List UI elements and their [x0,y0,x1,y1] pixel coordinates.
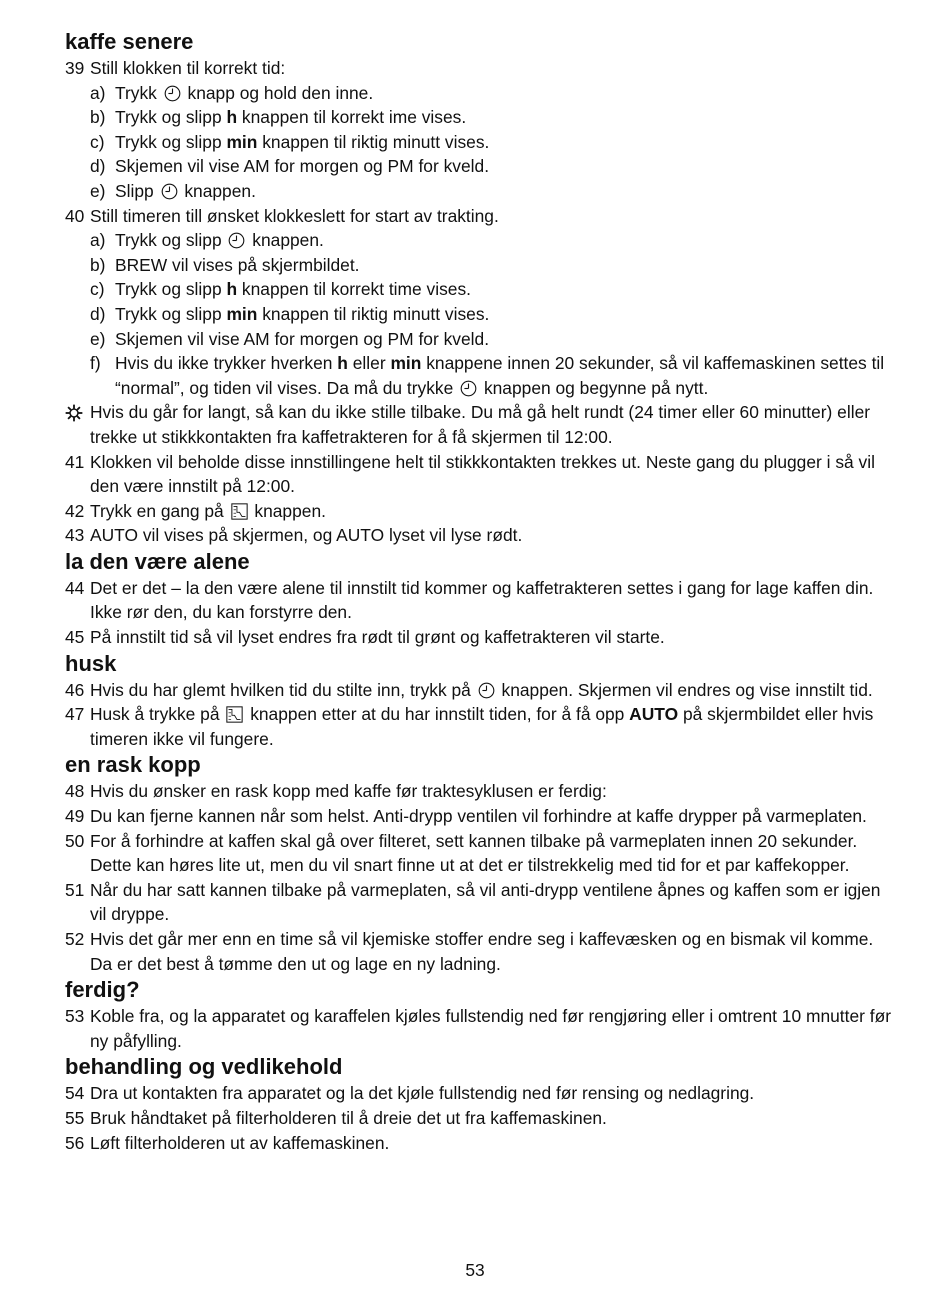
step-item [65,702,895,751]
step-item [65,450,895,499]
text-run: Når du har satt kannen tilbake på varmeplaten, så vil anti-drypp ventilene åpnes og kaffen som er igjen vil dryppe. [90,879,881,925]
step-number: 39 [65,58,85,78]
sub-step-item [65,277,895,302]
step-number: 46 [65,679,85,700]
clock-icon [228,232,245,249]
bold-term: min [390,353,422,374]
sub-step-letter: d) [90,156,106,177]
text-run: eller [347,353,391,374]
text-run: Slipp [115,180,159,201]
step-text: Still klokken til korrekt tid: [90,58,286,78]
step-number: 40 [65,205,85,226]
bold-term: h [337,353,348,374]
sub-step-letter: b) [90,107,106,128]
text-run: Løft filterholderen ut av kaffemaskinen. [90,1132,390,1153]
text-run: knapp og hold den inne. [182,82,374,103]
step-number: 45 [65,627,85,648]
step-number: 47 [65,704,85,725]
text-run: Det er det – la den være alene til innstilt tid kommer og kaffetrakteren settes i gang for lage kaffen din. Ikke rør den, du kan forstyrre den. [90,577,874,623]
step-number: 43 [65,525,85,546]
tip-note [65,400,895,449]
sub-step-item [65,130,895,155]
text-run: BREW vil vises på skjermbildet. [115,254,360,275]
text-run: knappen. [249,500,326,521]
text-run: Trykk en gang på [90,500,229,521]
clock-icon [460,380,477,397]
step-item [65,804,895,829]
step-number: 42 [65,500,85,521]
sub-step-letter: f) [90,353,101,374]
sub-step-item [65,105,895,130]
text-run: Trykk og slipp [115,107,227,128]
step-item [65,779,895,804]
step-number: 49 [65,806,85,827]
clock-icon [161,183,178,200]
text-run: på skjermbildet eller hvis timeren ikke vil fungere. [90,704,874,749]
text-run: Du kan fjerne kannen når som helst. Anti-drypp ventilen vil forhindre at kaffe drypper på varmeplaten. [90,806,867,827]
step-item [65,1131,895,1156]
text-run: Bruk håndtaket på filterholderen til å dreie det ut fra kaffemaskinen. [90,1107,607,1128]
text-run: knappen. Skjermen vil endres og vise innstilt tid. [496,679,873,700]
text-run: Skjemen vil vise AM for morgen og PM for kveld. [115,328,490,349]
bold-term: h [226,107,238,128]
sub-step-item [65,81,895,106]
auto-program-icon [231,503,248,520]
sub-step-letter: e) [90,328,106,349]
step-number: 51 [65,879,85,900]
step-number: 54 [65,1083,85,1104]
text-run: Klokken vil beholde disse innstillingene helt til stikkkontakten trekkes ut. Neste gang du plugger i så vil den være innstilt på 12:00. [90,451,875,497]
text-run: AUTO vil vises på skjermen, og AUTO lyset vil lyse rødt. [90,525,523,546]
step-item [65,1106,895,1131]
text-run: Trykk og slipp [115,279,227,300]
text-run: Trykk og slipp [115,131,227,152]
text-run: knappen til riktig minutt vises. [257,131,490,152]
step-text: Still timeren till ønsket klokkeslett for start av trakting. [90,205,499,226]
step-number: 53 [65,1006,85,1027]
text-run: For å forhindre at kaffen skal gå over filteret, sett kannen tilbake på varmeplaten innen 20 sekunder. Dette kan høres lite ut, men du vil snart finne ut at det er tilstrekkelig med tid for et par kaffekopper. [90,830,858,876]
step-item [65,678,895,703]
step-number: 48 [65,781,85,802]
sub-step-letter: b) [90,254,106,275]
text-run: Hvis du ønsker en rask kopp med kaffe før traktesyklusen er ferdig: [90,781,607,802]
text-run: Husk å trykke på [90,704,225,725]
step-item [65,1081,895,1106]
text-run: Koble fra, og la apparatet og karaffelen kjøles fullstendig ned før rengjøring eller i omtrent 10 mnutter før ny påfylling. [90,1006,892,1051]
step-item [65,204,895,229]
bold-term: AUTO [629,704,679,725]
document-content [65,28,895,1155]
text-run: Trykk og slipp [115,230,227,251]
sub-step-letter: c) [90,131,105,152]
sub-step-item [65,228,895,253]
step-item [65,829,895,878]
section-heading: kaffe senere [65,29,194,54]
sub-step-item [65,253,895,278]
text-run: knappen til riktig minutt vises. [257,303,490,324]
step-item [65,56,895,81]
text-run: knappen og begynne på nytt. [479,377,709,398]
bold-term: min [226,303,258,324]
sub-step-item [65,302,895,327]
text-run: Skjemen vil vise AM for morgen og PM for kveld. [115,156,490,177]
text-run: Dra ut kontakten fra apparatet og la det kjøle fullstendig ned før rensing og nedlagring. [90,1083,755,1104]
section-heading: ferdig? [65,977,140,1003]
text-run: knappen til korrekt time vises. [237,279,471,300]
text-run: knappen etter at du har innstilt tiden, for å få opp [245,704,630,725]
step-number: 56 [65,1132,85,1153]
bold-term: min [226,131,258,152]
sub-step-item [65,351,895,400]
text-run: knappen. [179,180,256,201]
page-number: 53 [465,1260,485,1280]
step-item [65,499,895,524]
step-item [65,1004,895,1053]
text-run: På innstilt tid så vil lyset endres fra rødt til grønt og kaffetrakteren vil starte. [90,627,665,648]
text-run: Hvis du ikke trykker hverken [115,353,338,374]
section-heading: husk [65,650,117,676]
step-item [65,625,895,650]
text-run: Trykk og slipp [115,303,227,324]
text-run: knappene innen 20 sekunder, så vil kaffemaskinen settes til “normal”, og tiden vil vises. Da må du trykke [115,353,885,398]
sub-step-item [65,154,895,179]
sub-step-letter: a) [90,230,106,251]
step-item [65,523,895,548]
step-item [65,878,895,927]
bold-term: h [226,279,238,300]
sub-step-letter: a) [90,82,106,103]
sub-step-item [65,327,895,352]
sun-tip-icon [65,404,83,422]
step-number: 52 [65,929,85,949]
text-run: knappen til korrekt ime vises. [237,107,467,128]
sub-step-item [65,179,895,204]
auto-program-icon [226,706,243,723]
step-number: 41 [65,451,85,472]
step-number: 50 [65,830,85,851]
step-number: 44 [65,577,85,598]
step-number: 55 [65,1107,85,1128]
section-heading: en rask kopp [65,752,201,778]
sub-step-letter: d) [90,303,106,324]
section-heading: la den være alene [65,548,250,574]
sub-step-letter: c) [90,279,105,300]
clock-icon [164,85,181,102]
text-run: knappen. [247,230,324,251]
step-item [65,576,895,625]
section-heading: behandling og vedlikehold [65,1054,343,1080]
text-run: Trykk [115,82,162,103]
clock-icon [478,682,495,699]
text-run: Hvis du har glemt hvilken tid du stilte inn, trykk på [90,679,476,700]
text-run: Hvis du går for langt, så kan du ikke stille tilbake. Du må gå helt rundt (24 timer eller 60 minutter) eller trekke ut stikkkontakten fra kaffetrakteren for å få skjermen til 12:00. [90,402,871,447]
sub-step-letter: e) [90,180,106,201]
step-item [65,927,895,976]
text-run: Hvis det går mer enn en time så vil kjemiske stoffer endre seg i kaffevæsken og en bismak vil komme. Da er det best å tømme den ut og lage en ny ladning. [90,929,874,974]
